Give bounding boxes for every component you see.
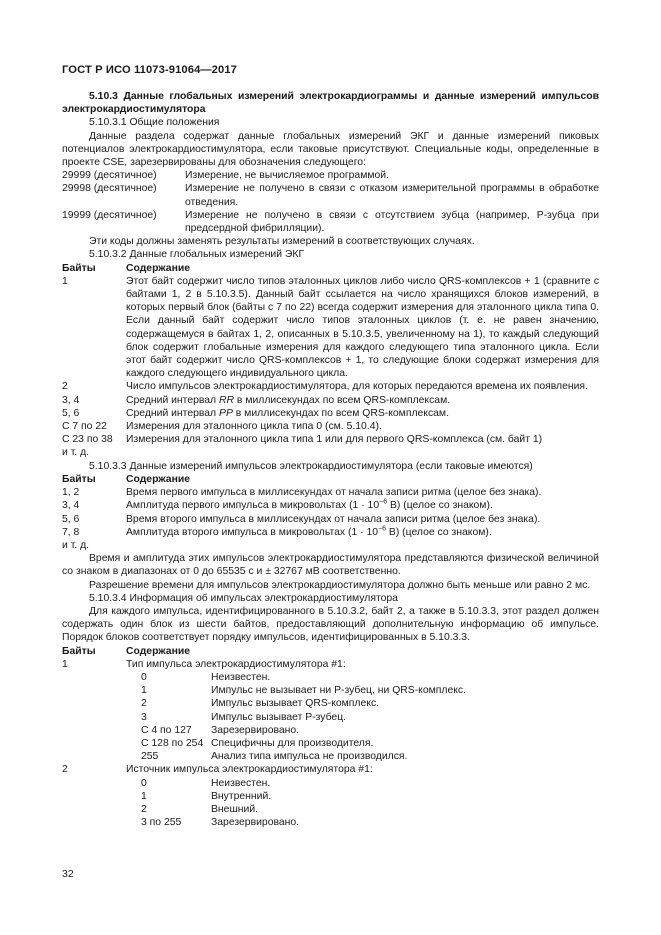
byte-index: 2 <box>62 381 68 393</box>
page-number: 32 <box>62 868 74 880</box>
code-value: 29998 (десятичное) <box>62 183 157 195</box>
value-row: 1 Внутренний. <box>141 790 272 802</box>
byte-description: Амплитуда первого импульса в микровольтах ($1 \cdot 10^{-6}$ В) (целое со знаком). <box>126 498 493 512</box>
bytes-column-header: Байты <box>62 645 96 657</box>
rr-label: RR <box>219 394 235 406</box>
byte-index: 7, 8 <box>62 526 80 538</box>
table-row <box>62 486 599 499</box>
code-value: 29999 (десятичное) <box>62 170 157 182</box>
table-row <box>62 275 599 381</box>
byte-description: Средний интервал PP в миллисекундах по всем QRS-комплексам. <box>126 407 449 419</box>
codes-note: Эти коды должны заменять результаты измерений в соответствующих случаях. <box>89 236 475 248</box>
bytes-column-header: Байты <box>62 262 96 274</box>
resolution-paragraph: Разрешение времени для импульсов электрокардиостимулятора должно быть меньше или равно 2 мс. <box>89 579 591 591</box>
table-row <box>62 526 599 539</box>
byte-description: Время второго импульса в миллисекундах от начала записи ритма (целое без знака). <box>126 513 541 525</box>
etc-label: и т. д. <box>62 447 90 459</box>
code-row <box>62 209 599 235</box>
table-row <box>62 394 599 407</box>
byte-index: С 7 по 22 <box>62 421 107 433</box>
byte-description: Источник импульса электрокардиостимулятора #1: 0 Неизвестен. 1 Внутренний. 2 Внешний. 3 по 255 Зарезервировано. <box>126 763 599 829</box>
table-row <box>62 407 599 420</box>
byte-index: 3, 4 <box>62 394 80 406</box>
byte-index: 2 <box>62 764 68 776</box>
code-value: 19999 (десятичное) <box>62 209 157 221</box>
value-row: 3 по 255 Зарезервировано. <box>141 817 300 829</box>
table-header <box>62 473 599 486</box>
byte-index: 1 <box>62 275 68 287</box>
subsection-title-5-10-3-2: 5.10.3.2 Данные глобальных измерений ЭКГ <box>89 249 305 261</box>
byte-description: Число импульсов электрокардиостимулятора, для которых передаются времена их появления. <box>126 381 588 393</box>
byte-index: 1 <box>62 658 68 670</box>
subsection-title-5-10-3-1: 5.10.3.1 Общие положения <box>89 117 220 129</box>
value-row: 0 Неизвестен. <box>141 777 271 789</box>
value-row: 1 Импульс не вызывает ни Р-зубец, ни QRS-комплекс. <box>141 685 466 697</box>
content-column-header: Содержание <box>126 262 191 274</box>
table-header <box>62 645 599 658</box>
table-row <box>62 433 599 446</box>
value-row: 0 Неизвестен. <box>141 671 271 683</box>
code-description: Измерение не получено в связи с отказом измерительной программы в обработке отведения. <box>185 183 599 208</box>
document-header: ГОСТ Р ИСО 11073-91064—2017 <box>62 64 237 76</box>
byte-description: Тип импульса электрокардиостимулятора #1: 0 Неизвестен. 1 Импульс не вызывает ни Р-зубец, ни QRS-комплекс. 2 Импульс вызывает QRS-комплекс. 3 Импульс вызывает Р-зубец. С 4 по 127 Зарезервировано. С 128 по 254 Специфичны для производителя. 255 Анализ типа импульса не производился. <box>126 658 599 764</box>
byte-index: 5, 6 <box>62 407 80 419</box>
etc-label: и т. д. <box>62 539 90 551</box>
byte-index: 3, 4 <box>62 500 80 512</box>
code-description: Измерение, не вычисляемое программой. <box>185 170 389 182</box>
code-row <box>62 169 599 182</box>
value-row: 3 Импульс вызывает Р-зубец. <box>141 711 347 723</box>
byte-description: Этот байт содержит число типов эталонных циклов либо число QRS-комплексов + 1 (сравните с байтами 1, 2 в 5.10.3.5). Данный байт ссылается на число хранящихся блоков измерений, в которых первый блок (байты с 7 по 22) всегда содержит измерения для эталонного цикла типа 0. Если данный байт содержит число типов эталонных циклов (т. е. не равен значению, содержащемуся в байтах 1, 2, описанных в 5.10.3.5, увеличенному на 1), то каждый следующий блок содержит глобальные измерения для каждого следующего типа эталонного цикла. Если этот байт содержит число QRS-комплексов + 1, то следующие блоки содержат измерения для каждого следующего индивидуального цикла. <box>126 275 599 380</box>
value-row: 2 Импульс вызывает QRS-комплекс. <box>141 698 380 710</box>
intro-paragraph: Данные раздела содержат данные глобальных измерений ЭКГ и данные измерений пиковых потенциалов электрокардиостимулятора, если таковые присутствуют. Специальные коды, определенные в проекте CSE, зарезервированы для обозначения следующего: <box>62 130 599 169</box>
byte-description: Средний интервал RR в миллисекундах по всем QRS-комплексам. <box>126 394 451 406</box>
table-row <box>62 499 599 512</box>
subsection-title-5-10-3-3: 5.10.3.3 Данные измерений импульсов электрокардиостимулятора (если таковые имеются) <box>89 460 533 472</box>
pacemaker-info-paragraph: Для каждого импульса, идентифицированного в 5.10.3.2, байт 2, а также в 5.10.3.3, этот раздел должен содержать один блок из шести байтов, предоставляющий дополнительную информацию об импульсе. Порядок блоков соответствует порядку импульсов, идентифицированных в 5.10.3.3. <box>62 605 599 644</box>
table-row <box>62 763 599 829</box>
content-column-header: Содержание <box>126 645 191 657</box>
table-row <box>62 420 599 433</box>
subsection-title-5-10-3-4: 5.10.3.4 Информация об импульсах электрокардиостимулятора <box>89 592 398 604</box>
byte-description: Амплитуда второго импульса в микровольтах ($1 \cdot 10^{-6}$ В) (целое со знаком). <box>126 525 492 538</box>
content-column-header: Содержание <box>126 473 191 485</box>
table-header <box>62 262 599 275</box>
byte-index: 1, 2 <box>62 487 80 499</box>
code-description: Измерение не получено в связи с отсутствием зубца (например, Р-зубца при предсердной фибрилляции). <box>185 209 599 235</box>
byte-index: 5, 6 <box>62 513 80 525</box>
code-row <box>62 182 599 208</box>
value-row: С 128 по 254 Специфичны для производителя. <box>141 737 374 749</box>
byte-index: С 23 по 38 <box>62 434 113 446</box>
bytes-column-header: Байты <box>62 473 96 485</box>
section-heading-5-10-3: 5.10.3 Данные глобальных измерений электрокардиограммы и данные измерений импульсов электрокардиостимулятора <box>62 91 599 116</box>
value-row: 255 Анализ типа импульса не производился. <box>141 751 408 763</box>
byte-description: Время первого импульса в миллисекундах от начала записи ритма (целое без знака). <box>126 487 542 499</box>
table-row <box>62 380 599 393</box>
value-row: 2 Внешний. <box>141 803 259 815</box>
table-row <box>62 658 599 764</box>
time-amplitude-paragraph: Время и амплитуда этих импульсов электрокардиостимулятора представляются физической величиной со знаком в диапазонах от 0 до 65535 с и ± 32767 мВ соответственно. <box>62 553 599 578</box>
byte-description: Измерения для эталонного цикла типа 1 или для первого QRS-комплекса (см. байт 1) <box>126 434 543 446</box>
document-body <box>62 90 599 829</box>
value-row: С 4 по 127 Зарезервировано. <box>141 724 300 736</box>
table-row <box>62 513 599 526</box>
byte-description: Измерения для эталонного цикла типа 0 (см. 5.10.4). <box>126 421 382 433</box>
pp-label: PP <box>219 407 233 419</box>
